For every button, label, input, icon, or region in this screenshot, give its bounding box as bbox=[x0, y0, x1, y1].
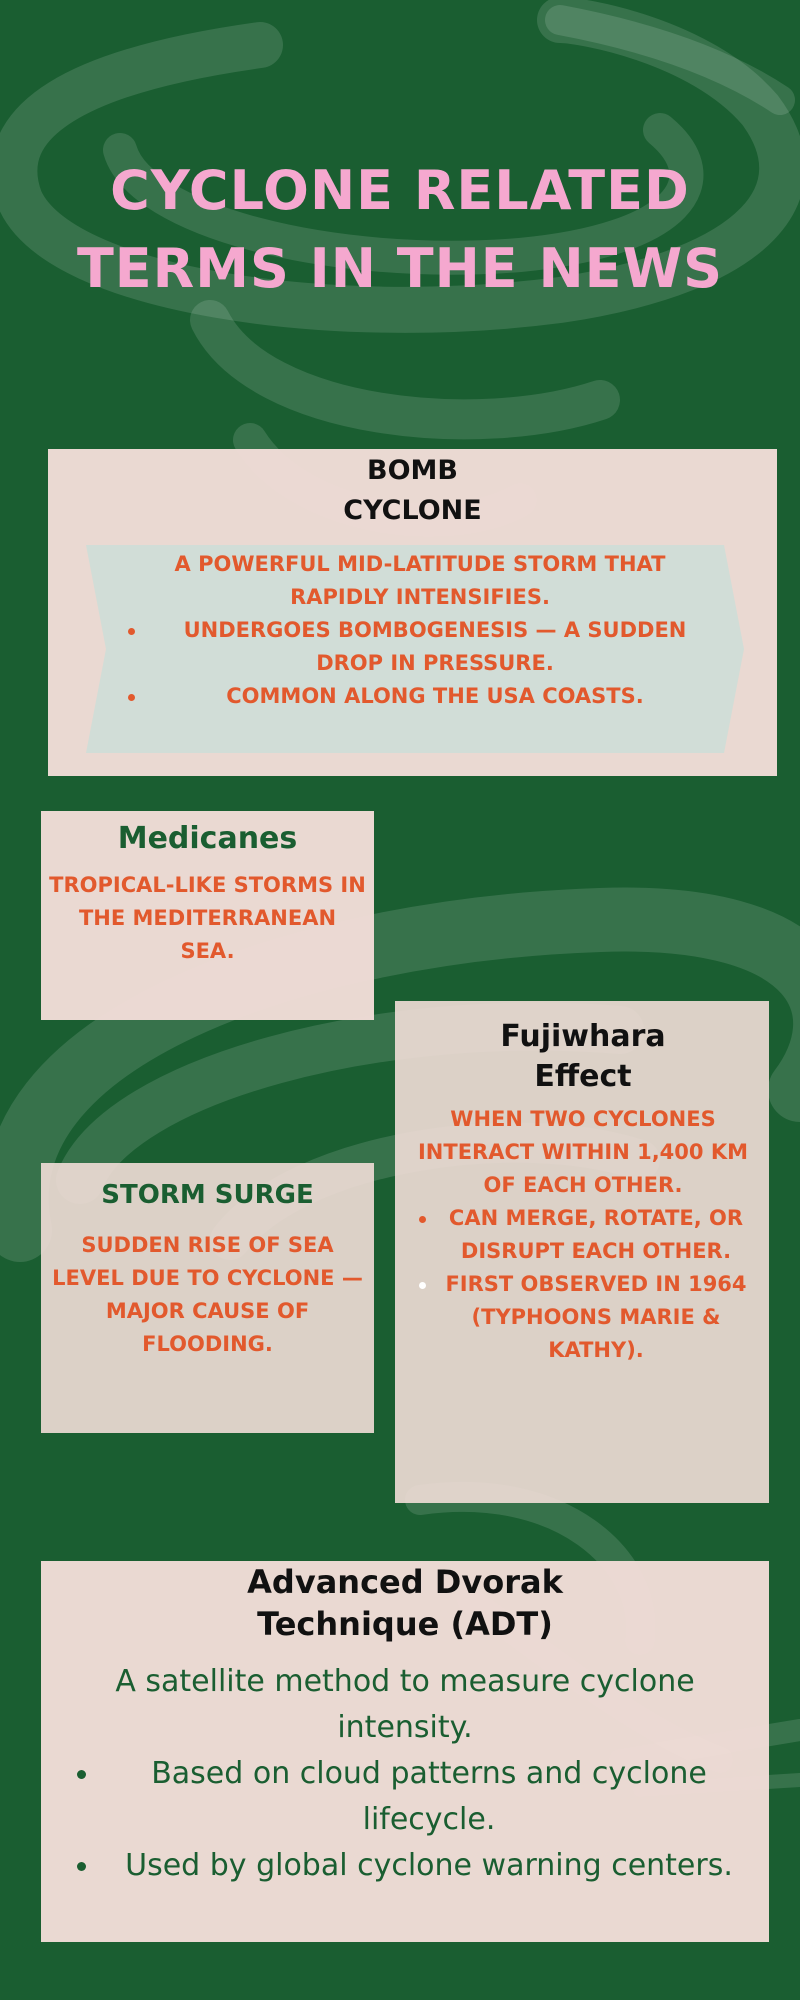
adt-bullet: Used by global cyclone warning centers. bbox=[61, 1843, 749, 1889]
adt-heading: Advanced Dvorak Technique (ADT) bbox=[247, 1563, 563, 1643]
storm-surge-heading: STORM SURGE bbox=[101, 1180, 314, 1210]
fujiwhara-intro: WHEN TWO CYCLONES INTERACT WITHIN 1,400 KM OF EACH OTHER. bbox=[417, 1107, 748, 1197]
fujiwhara-bullet: FIRST OBSERVED IN 1964 (TYPHOONS MARIE & KATHY). bbox=[401, 1268, 765, 1367]
bullet-dot-icon bbox=[128, 628, 135, 635]
fujiwhara-bullet: CAN MERGE, ROTATE, OR DISRUPT EACH OTHER. bbox=[401, 1202, 765, 1268]
title-line-2: TERMS IN THE NEWS bbox=[76, 237, 724, 300]
bomb-cyclone-bullet: UNDERGOES BOMBOGENESIS — A SUDDEN DROP IN PRESSURE. bbox=[120, 614, 720, 680]
storm-surge-card bbox=[41, 1163, 374, 1433]
bomb-cyclone-bullet-list bbox=[120, 614, 720, 713]
storm-surge-text: SUDDEN RISE OF SEA LEVEL DUE TO CYCLONE — MAJOR CAUSE OF FLOODING. bbox=[52, 1233, 363, 1356]
adt-bullet: Based on cloud patterns and cyclone lifecycle. bbox=[61, 1751, 749, 1843]
medicanes-card bbox=[41, 811, 374, 1020]
page-title bbox=[0, 152, 800, 308]
bullet-dot-icon bbox=[77, 1862, 86, 1871]
medicanes-heading: Medicanes bbox=[117, 821, 298, 856]
bomb-cyclone-intro: A POWERFUL MID-LATITUDE STORM THAT RAPIDLY INTENSIFIES. bbox=[174, 552, 666, 609]
adt-card bbox=[41, 1561, 769, 1942]
bomb-cyclone-heading: BOMB CYCLONE bbox=[343, 455, 482, 526]
bomb-cyclone-body bbox=[120, 548, 720, 713]
bullet-dot-icon bbox=[419, 1216, 426, 1223]
fujiwhara-heading: Fujiwhara Effect bbox=[500, 1019, 666, 1094]
title-line-1: CYCLONE RELATED bbox=[110, 159, 690, 222]
adt-intro: A satellite method to measure cyclone intensity. bbox=[115, 1664, 695, 1745]
adt-bullet-list bbox=[61, 1751, 749, 1889]
bullet-dot-icon bbox=[419, 1282, 426, 1289]
bomb-cyclone-bullet: COMMON ALONG THE USA COASTS. bbox=[120, 680, 720, 713]
fujiwhara-bullet-list bbox=[401, 1202, 765, 1367]
bullet-dot-icon bbox=[128, 694, 135, 701]
medicanes-text: TROPICAL-LIKE STORMS IN THE MEDITERRANEAN SEA. bbox=[49, 873, 366, 963]
fujiwhara-card bbox=[395, 1001, 769, 1503]
bullet-dot-icon bbox=[77, 1770, 86, 1779]
